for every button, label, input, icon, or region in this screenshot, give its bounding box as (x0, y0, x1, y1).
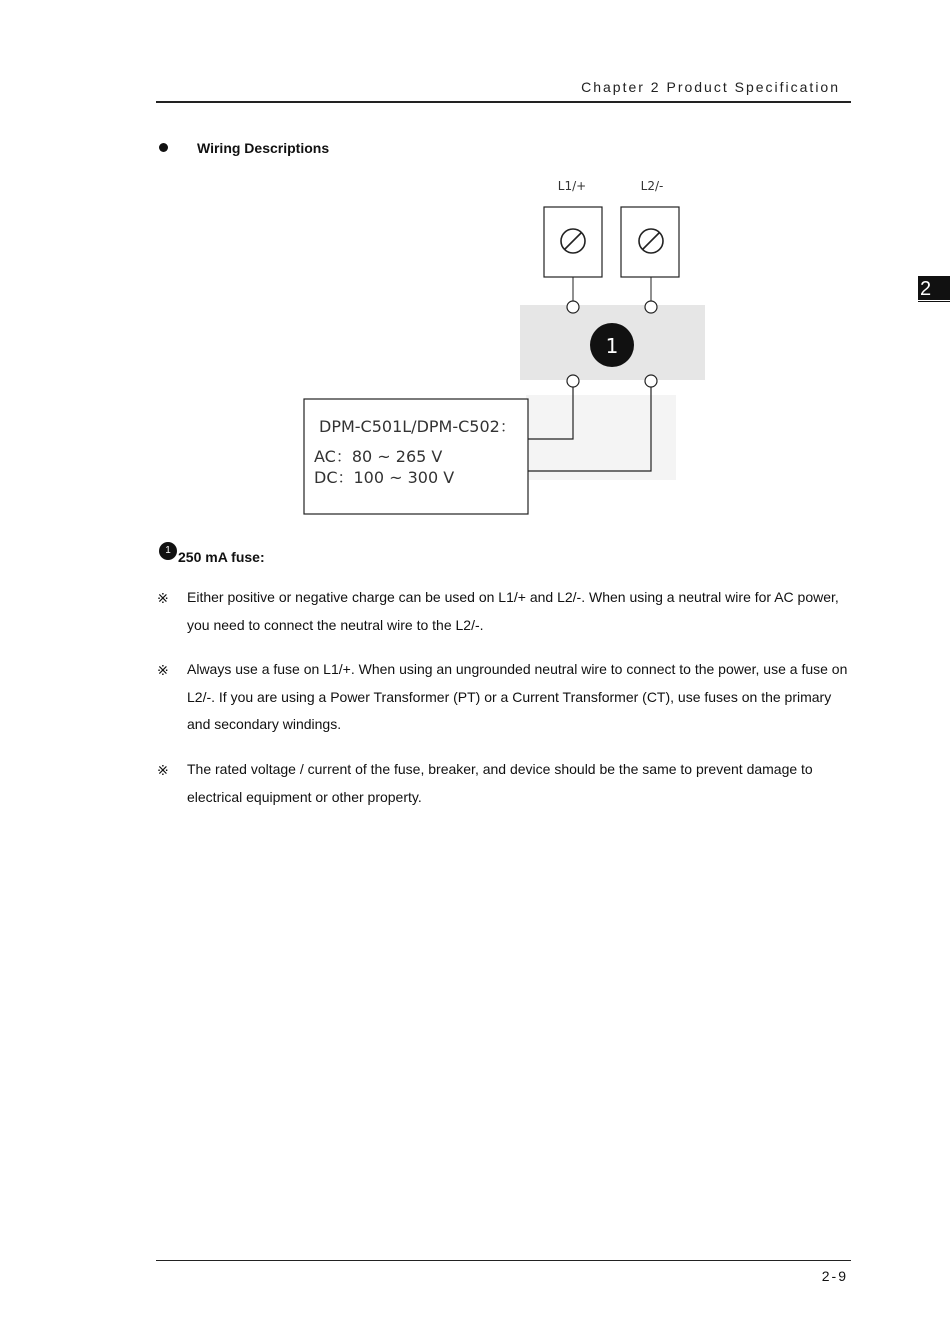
note-text: Always use a fuse on L1/+. When using an ungrounded neutral wire to connect to the power, use a fuse on L2/-. If you are using a Power Transformer (PT) or a Current Transformer (CT), use fuses on the primary and secondary windings. (187, 661, 848, 732)
chapter-header: Chapter 2 Product Specification (581, 79, 840, 95)
fuse-contact (567, 301, 579, 313)
page-number: 2-9 (821, 1268, 848, 1284)
dc-range: DC：100 ~ 300 V (314, 468, 455, 487)
terminal-l1 (544, 207, 602, 277)
note-text: Either positive or negative charge can be used on L1/+ and L2/-. When using a neutral wire for AC power, you need to connect the neutral wire to the L2/-. (187, 589, 839, 633)
fuse-contact (567, 375, 579, 387)
terminal-l2 (621, 207, 679, 277)
note-mark: ※ (157, 590, 169, 606)
model-name: DPM-C501L/DPM-C502： (319, 417, 516, 436)
ac-range: AC：80 ~ 265 V (314, 447, 443, 466)
terminal-label-l1: L1/+ (557, 179, 587, 193)
fuse-heading: 250 mA fuse: (178, 549, 265, 565)
terminal-label-l2: L2/- (640, 179, 664, 193)
fuse-contact (645, 375, 657, 387)
fuse-contact (645, 301, 657, 313)
fuse-callout-label: 1 (605, 334, 619, 358)
note-text: The rated voltage / current of the fuse, breaker, and device should be the same to prevent damage to electrical equipment or other property. (187, 761, 813, 805)
bullet-icon (159, 143, 168, 152)
wiring-diagram (300, 175, 710, 520)
section-heading: Wiring Descriptions (197, 140, 330, 156)
note-mark: ※ (157, 662, 169, 678)
header-rule (156, 101, 851, 103)
footer-rule (156, 1260, 851, 1261)
chapter-tab: 2 (918, 276, 950, 300)
fuse-number-icon: 1 (159, 542, 177, 560)
chapter-tab-rule (918, 301, 950, 302)
note-mark: ※ (157, 762, 169, 778)
